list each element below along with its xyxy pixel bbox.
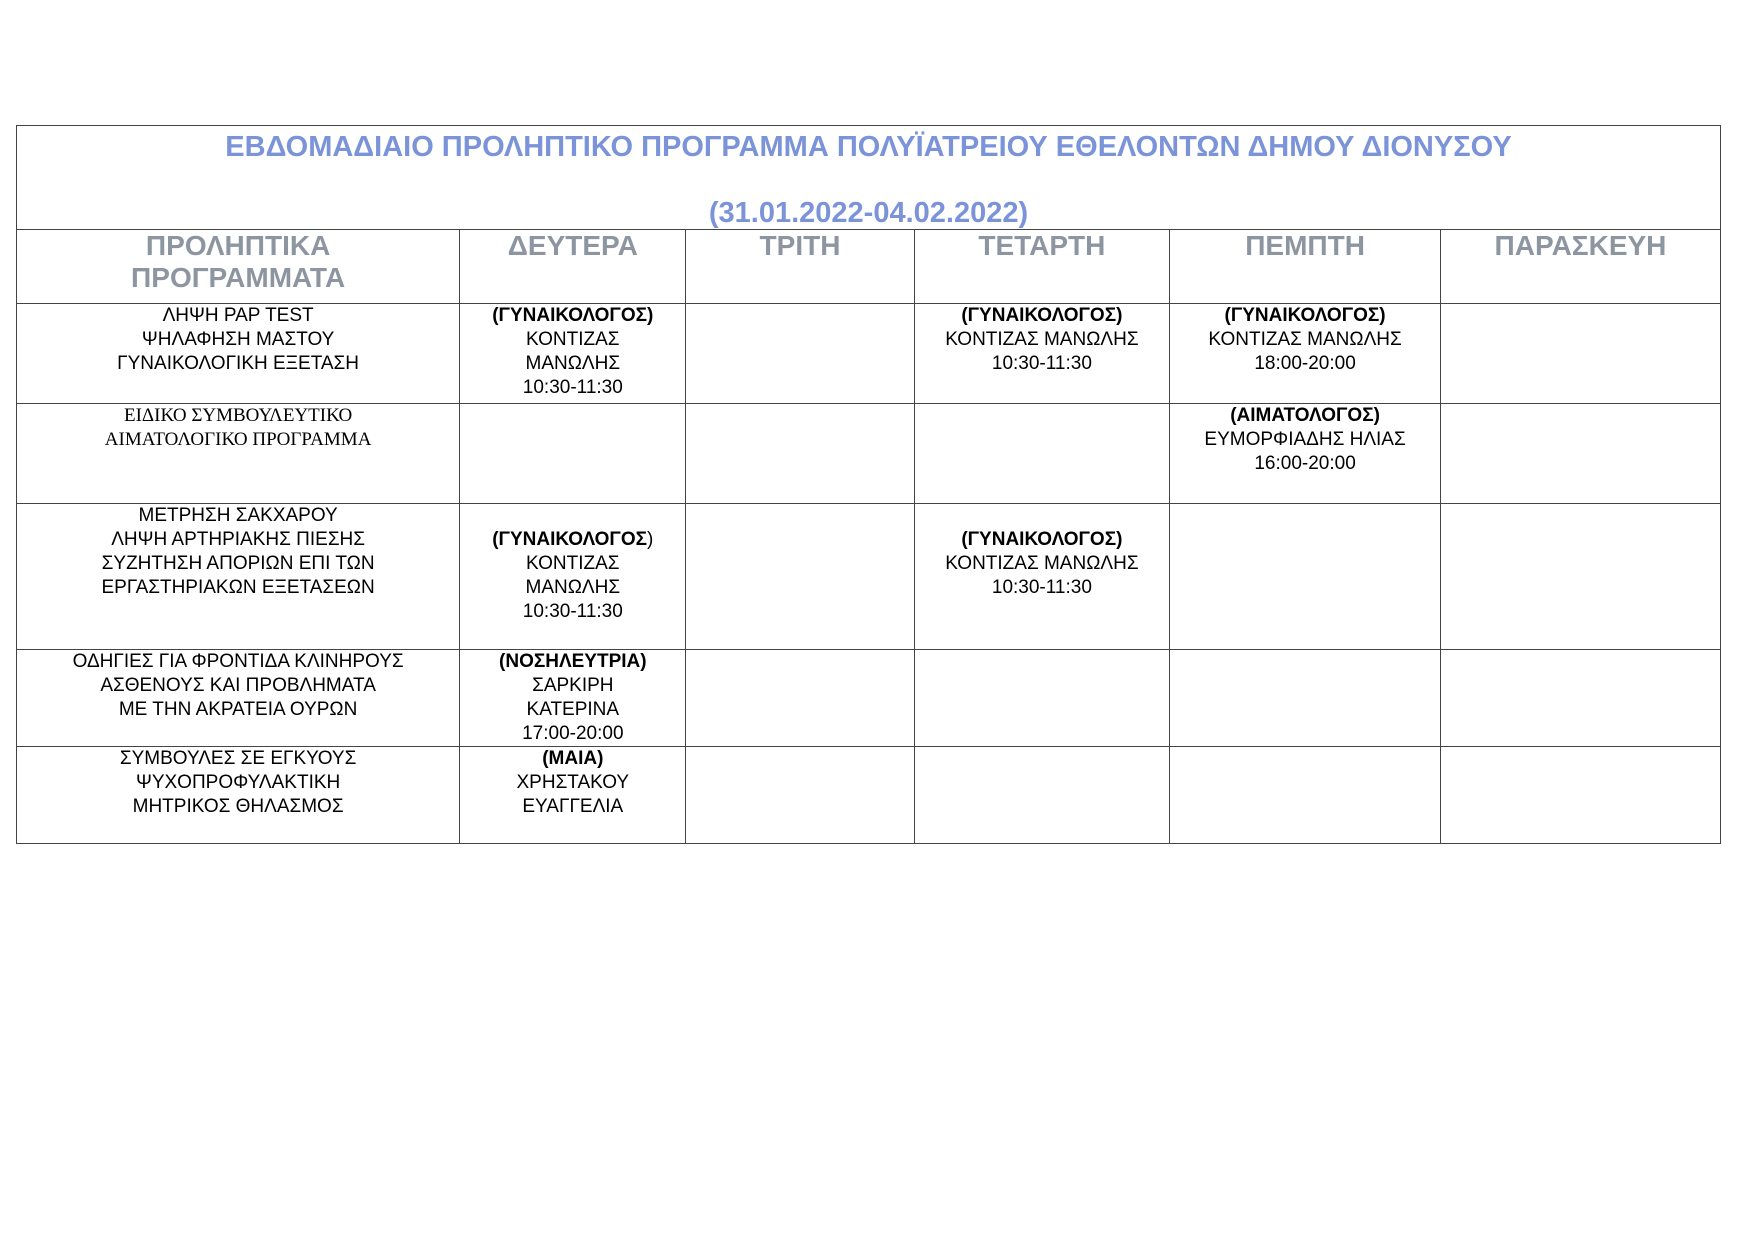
friday-cell (1440, 650, 1720, 747)
wednesday-cell (914, 404, 1170, 504)
specialty-label: (ΜΑΙΑ) (542, 748, 604, 769)
time-slot: 10:30-11:30 (522, 601, 623, 622)
program-cell (17, 650, 460, 747)
table-row (17, 304, 1721, 404)
monday-cell (460, 404, 686, 504)
specialty-label: (ΓΥΝΑΙΚΟΛΟΓΟΣ) (1224, 305, 1386, 326)
program-line: ΜΕΤΡΗΣΗ ΣΑΚΧΑΡΟΥ (138, 505, 338, 526)
thursday-cell (1170, 650, 1441, 747)
program-line: ΨΥΧΟΠΡΟΦΥΛΑΚΤΙΚΗ (135, 772, 341, 793)
specialty-label: (ΓΥΝΑΙΚΟΛΟΓΟΣ) (492, 305, 654, 326)
header-programs-line1: ΠΡΟΛΗΠΤΙΚΑ (145, 230, 331, 261)
program-line: ΜΕ ΤΗΝ ΑΚΡΑΤΕΙΑ ΟΥΡΩΝ (118, 699, 358, 720)
program-cell (17, 404, 460, 504)
midwife-name: ΧΡΗΣΤΑΚΟΥ (516, 772, 630, 793)
program-line: ΨΗΛΑΦΗΣΗ ΜΑΣΤΟΥ (141, 329, 335, 350)
time-slot: 10:30-11:30 (991, 577, 1092, 598)
tuesday-cell (686, 504, 914, 650)
thursday-cell (1170, 504, 1441, 650)
header-programs-line2: ΠΡΟΓΡΑΜΜΑΤΑ (131, 262, 346, 293)
program-line: ΕΙΔΙΚΟ ΣΥΜΒΟΥΛΕΥΤΙΚΟ (123, 405, 353, 426)
doctor-name: ΚΟΝΤΙΖΑΣ ΜΑΝΩΛΗΣ (1208, 329, 1402, 350)
wednesday-cell (914, 504, 1170, 650)
header-thursday: ΠΕΜΠΤΗ (1170, 230, 1441, 304)
header-monday: ΔΕΥΤΕΡΑ (460, 230, 686, 304)
friday-cell (1440, 504, 1720, 650)
specialty-label: (ΑΙΜΑΤΟΛΟΓΟΣ) (1230, 405, 1380, 426)
doctor-name: ΚΟΝΤΙΖΑΣ (526, 329, 620, 350)
doctor-name: ΜΑΝΩΛΗΣ (525, 577, 621, 598)
program-line: ΕΡΓΑΣΤΗΡΙΑΚΩΝ ΕΞΕΤΑΣΕΩΝ (101, 577, 375, 598)
program-line: ΟΔΗΓΙΕΣ ΓΙΑ ΦΡΟΝΤΙΔΑ ΚΛΙΝΗΡΟΥΣ (72, 651, 404, 672)
program-line: ΣΥΖΗΤΗΣΗ ΑΠΟΡΙΩΝ ΕΠΙ ΤΩΝ (101, 553, 375, 574)
specialty-label: (ΓΥΝΑΙΚΟΛΟΓΟΣ) (961, 529, 1123, 550)
midwife-name: ΕΥΑΓΓΕΛΙΑ (522, 796, 624, 817)
tuesday-cell (686, 304, 914, 404)
monday-cell (460, 504, 686, 650)
doctor-name: ΚΟΝΤΙΖΑΣ (526, 553, 620, 574)
time-slot: 10:30-11:30 (991, 353, 1092, 374)
doctor-name: ΚΟΝΤΙΖΑΣ ΜΑΝΩΛΗΣ (945, 553, 1139, 574)
program-cell (17, 504, 460, 650)
time-slot: 18:00-20:00 (1254, 353, 1356, 374)
program-line: ΛΗΨΗ PAP TEST (162, 305, 314, 326)
nurse-name: ΚΑΤΕΡΙΝΑ (526, 699, 620, 720)
table-row (17, 404, 1721, 504)
header-tuesday: ΤΡΙΤΗ (686, 230, 914, 304)
table-row (17, 650, 1721, 747)
tuesday-cell (686, 747, 914, 844)
program-line: ΜΗΤΡΙΚΟΣ ΘΗΛΑΣΜΟΣ (132, 796, 344, 817)
program-line: ΑΣΘΕΝΟΥΣ ΚΑΙ ΠΡΟΒΛΗΜΑΤΑ (100, 675, 376, 696)
friday-cell (1440, 747, 1720, 844)
table-row (17, 504, 1721, 650)
thursday-cell (1170, 747, 1441, 844)
thursday-cell (1170, 404, 1441, 504)
time-slot: 10:30-11:30 (522, 377, 623, 398)
wednesday-cell (914, 747, 1170, 844)
nurse-name: ΣΑΡΚΙΡΗ (532, 675, 614, 696)
header-programs (17, 230, 460, 304)
time-slot: 17:00-20:00 (522, 723, 624, 744)
friday-cell (1440, 304, 1720, 404)
header-wednesday: ΤΕΤΑΡΤΗ (914, 230, 1170, 304)
header-friday: ΠΑΡΑΣΚΕΥΗ (1440, 230, 1720, 304)
doctor-name: ΕΥΜΟΡΦΙΑΔΗΣ ΗΛΙΑΣ (1204, 429, 1406, 450)
tuesday-cell (686, 404, 914, 504)
doctor-name: ΚΟΝΤΙΖΑΣ ΜΑΝΩΛΗΣ (945, 329, 1139, 350)
wednesday-cell (914, 650, 1170, 747)
program-line: ΣΥΜΒΟΥΛΕΣ ΣΕ ΕΓΚΥΟΥΣ (119, 748, 357, 769)
program-cell (17, 747, 460, 844)
program-line: ΛΗΨΗ ΑΡΤΗΡΙΑΚΗΣ ΠΙΕΣΗΣ (111, 529, 366, 550)
specialty-label: (ΓΥΝΑΙΚΟΛΟΓΟΣ) (961, 305, 1123, 326)
tuesday-cell (686, 650, 914, 747)
thursday-cell (1170, 304, 1441, 404)
table-row (17, 747, 1721, 844)
weekly-schedule-table (16, 125, 1721, 844)
program-cell (17, 304, 460, 404)
monday-cell (460, 747, 686, 844)
doctor-name: ΜΑΝΩΛΗΣ (525, 353, 621, 374)
program-line: ΑΙΜΑΤΟΛΟΓΙΚΟ ΠΡΟΓΡΑΜΜΑ (104, 429, 372, 450)
friday-cell (1440, 404, 1720, 504)
program-line: ΓΥΝΑΙΚΟΛΟΓΙΚΗ ΕΞΕΤΑΣΗ (117, 353, 360, 374)
monday-cell (460, 304, 686, 404)
schedule-title-cell (17, 126, 1721, 230)
time-slot: 16:00-20:00 (1254, 453, 1356, 474)
specialty-label: (ΓΥΝΑΙΚΟΛΟΓΟΣ (492, 529, 648, 550)
specialty-tail: ) (647, 529, 654, 550)
specialty-label: (ΝΟΣΗΛΕΥΤΡΙΑ) (499, 651, 647, 672)
monday-cell (460, 650, 686, 747)
schedule-title: ΕΒΔΟΜΑΔΙΑΙΟ ΠΡΟΛΗΠΤΙΚΟ ΠΡΟΓΡΑΜΜΑ ΠΟΛΥΪΑΤΡΕΙΟΥ ΕΘΕΛΟΝΤΩΝ ΔΗΜΟΥ ΔΙΟΝΥΣΟΥ (225, 131, 1512, 163)
wednesday-cell (914, 304, 1170, 404)
specialty-line (464, 528, 681, 552)
schedule-date-range: (31.01.2022-04.02.2022) (708, 197, 1029, 229)
